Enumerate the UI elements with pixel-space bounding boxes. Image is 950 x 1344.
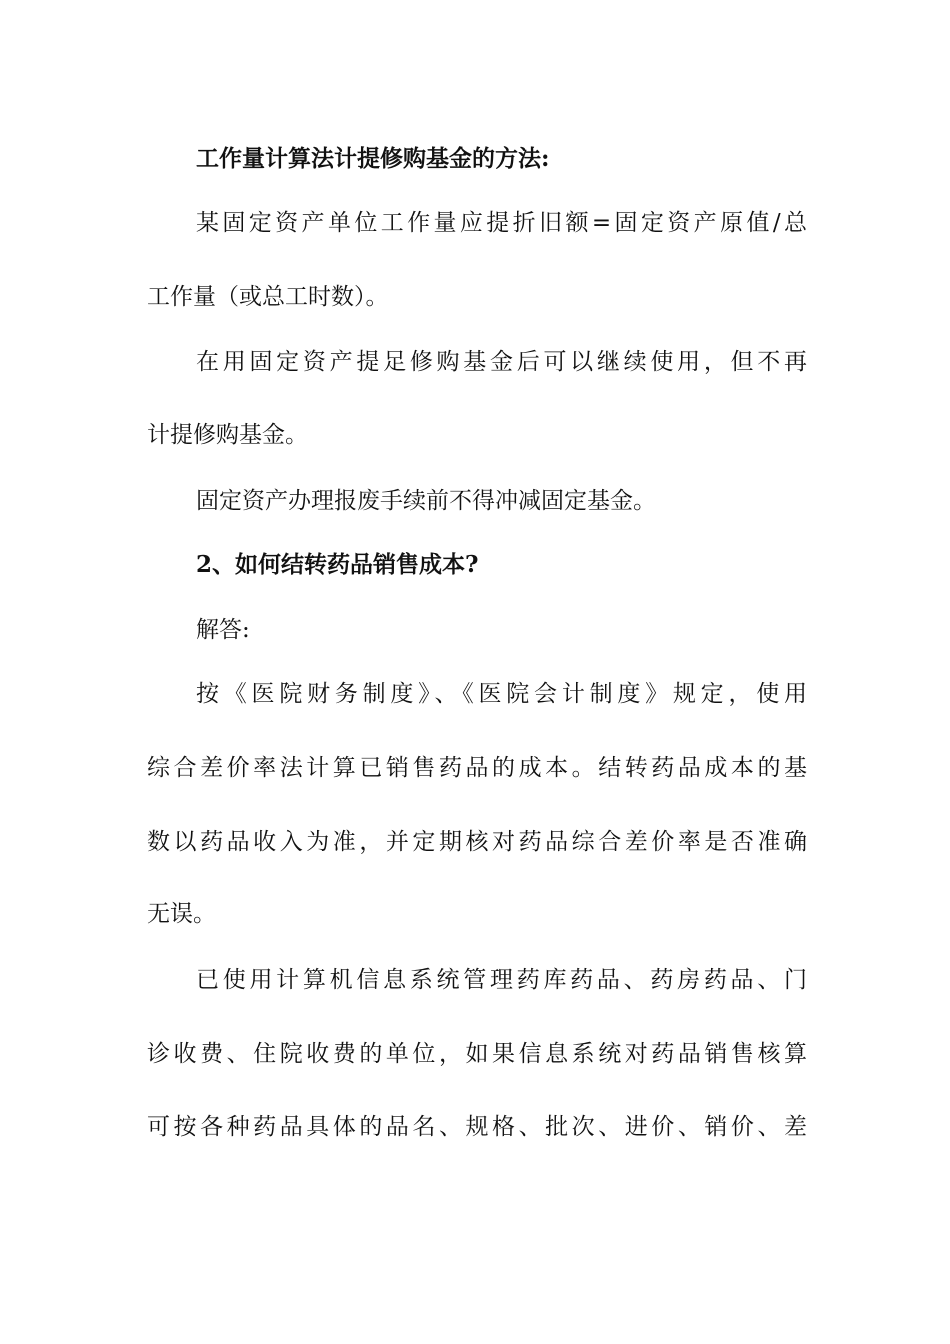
section-heading: 工作量计算法计提修购基金的方法: <box>196 145 550 172</box>
paragraph-line: 可按各种药品具体的品名、规格、批次、进价、销价、差 <box>147 1114 807 1140</box>
answer-label: 解答: <box>196 617 250 643</box>
paragraph-line: 在用固定资产提足修购基金后可以继续使用，但不再 <box>196 349 807 375</box>
question-heading: 2、如何结转药品销售成本? <box>196 551 479 578</box>
paragraph-line: 无误。 <box>147 901 216 927</box>
paragraph-line: 某固定资产单位工作量应提折旧额=固定资产原值/总 <box>196 210 807 236</box>
paragraph-line: 综合差价率法计算已销售药品的成本。结转药品成本的基 <box>147 755 807 781</box>
paragraph-line: 已使用计算机信息系统管理药库药品、药房药品、门 <box>196 967 807 993</box>
paragraph-line: 数以药品收入为准，并定期核对药品综合差价率是否准确 <box>147 829 807 855</box>
paragraph-line: 计提修购基金。 <box>147 422 308 448</box>
paragraph-line: 诊收费、住院收费的单位，如果信息系统对药品销售核算 <box>147 1041 807 1067</box>
paragraph-line: 按《医院财务制度》、《医院会计制度》规定，使用 <box>196 681 807 707</box>
paragraph-line: 工作量（或总工时数）。 <box>147 284 389 310</box>
paragraph-line: 固定资产办理报废手续前不得冲减固定基金。 <box>196 488 656 514</box>
